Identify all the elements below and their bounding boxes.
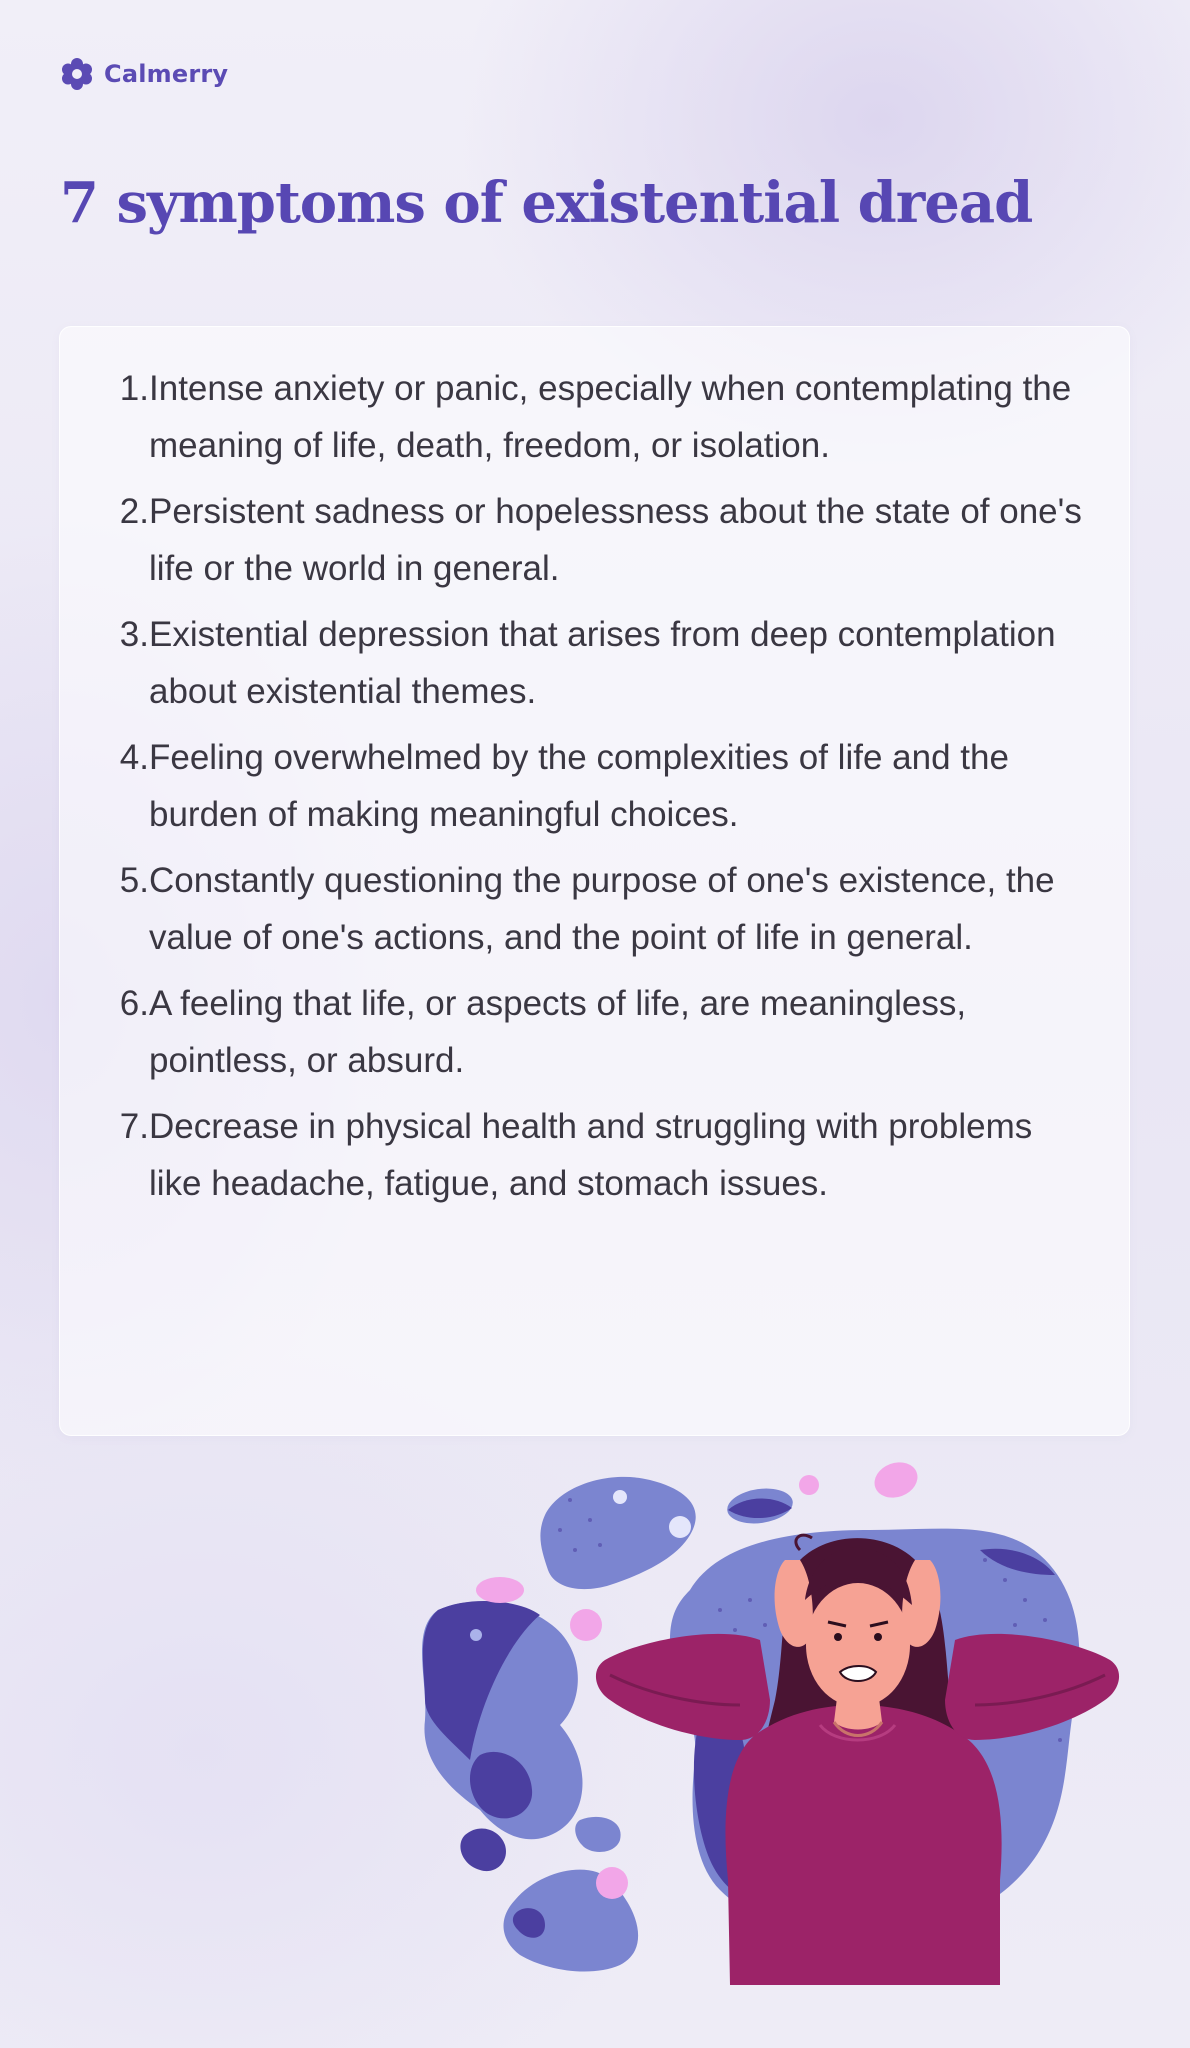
symptom-item-3 <box>102 606 1089 720</box>
stressed-woman <box>596 1535 1119 1985</box>
brand-logo[interactable] <box>60 57 228 91</box>
list-number: 4. <box>119 738 149 777</box>
list-number: 2. <box>119 492 149 531</box>
symptom-text: Persistent sadness or hopelessness about the state of one's life or the world in general. <box>149 492 1082 588</box>
symptom-item-1 <box>102 360 1089 474</box>
brand-name: Calmerry <box>104 60 229 88</box>
list-number: 1. <box>119 369 149 408</box>
symptom-text: Feeling overwhelmed by the complexities of life and the burden of making meaningful choices. <box>149 738 1009 834</box>
list-number: 5. <box>119 861 149 900</box>
symptom-text: A feeling that life, or aspects of life, are meaningless, pointless, or absurd. <box>149 984 967 1080</box>
symptom-item-5 <box>102 852 1089 966</box>
symptom-text: Intense anxiety or panic, especially when contemplating the meaning of life, death, freedom, or isolation. <box>149 369 1072 465</box>
symptom-item-7 <box>102 1098 1089 1212</box>
symptom-item-2 <box>102 483 1089 597</box>
symptoms-card <box>59 326 1130 1436</box>
symptoms-list <box>60 327 1129 1212</box>
list-number: 3. <box>119 615 149 654</box>
list-number: 6. <box>119 984 149 1023</box>
background-blob <box>558 1498 1079 1936</box>
page-title: 7 symptoms of existential dread <box>60 170 1033 236</box>
symptom-text: Decrease in physical health and struggling with problems like headache, fatigue, and stomach issues. <box>149 1107 1033 1203</box>
symptom-item-4 <box>102 729 1089 843</box>
symptom-item-6 <box>102 975 1089 1089</box>
symptom-text: Constantly questioning the purpose of one's existence, the value of one's actions, and the point of life in general. <box>149 861 1055 957</box>
symptom-text: Existential depression that arises from deep contemplation about existential themes. <box>149 615 1056 711</box>
list-number: 7. <box>119 1107 149 1146</box>
abstract-blobs-left <box>422 1601 638 1972</box>
abstract-blobs-top <box>476 1457 922 1641</box>
flower-logo-icon <box>60 57 94 91</box>
